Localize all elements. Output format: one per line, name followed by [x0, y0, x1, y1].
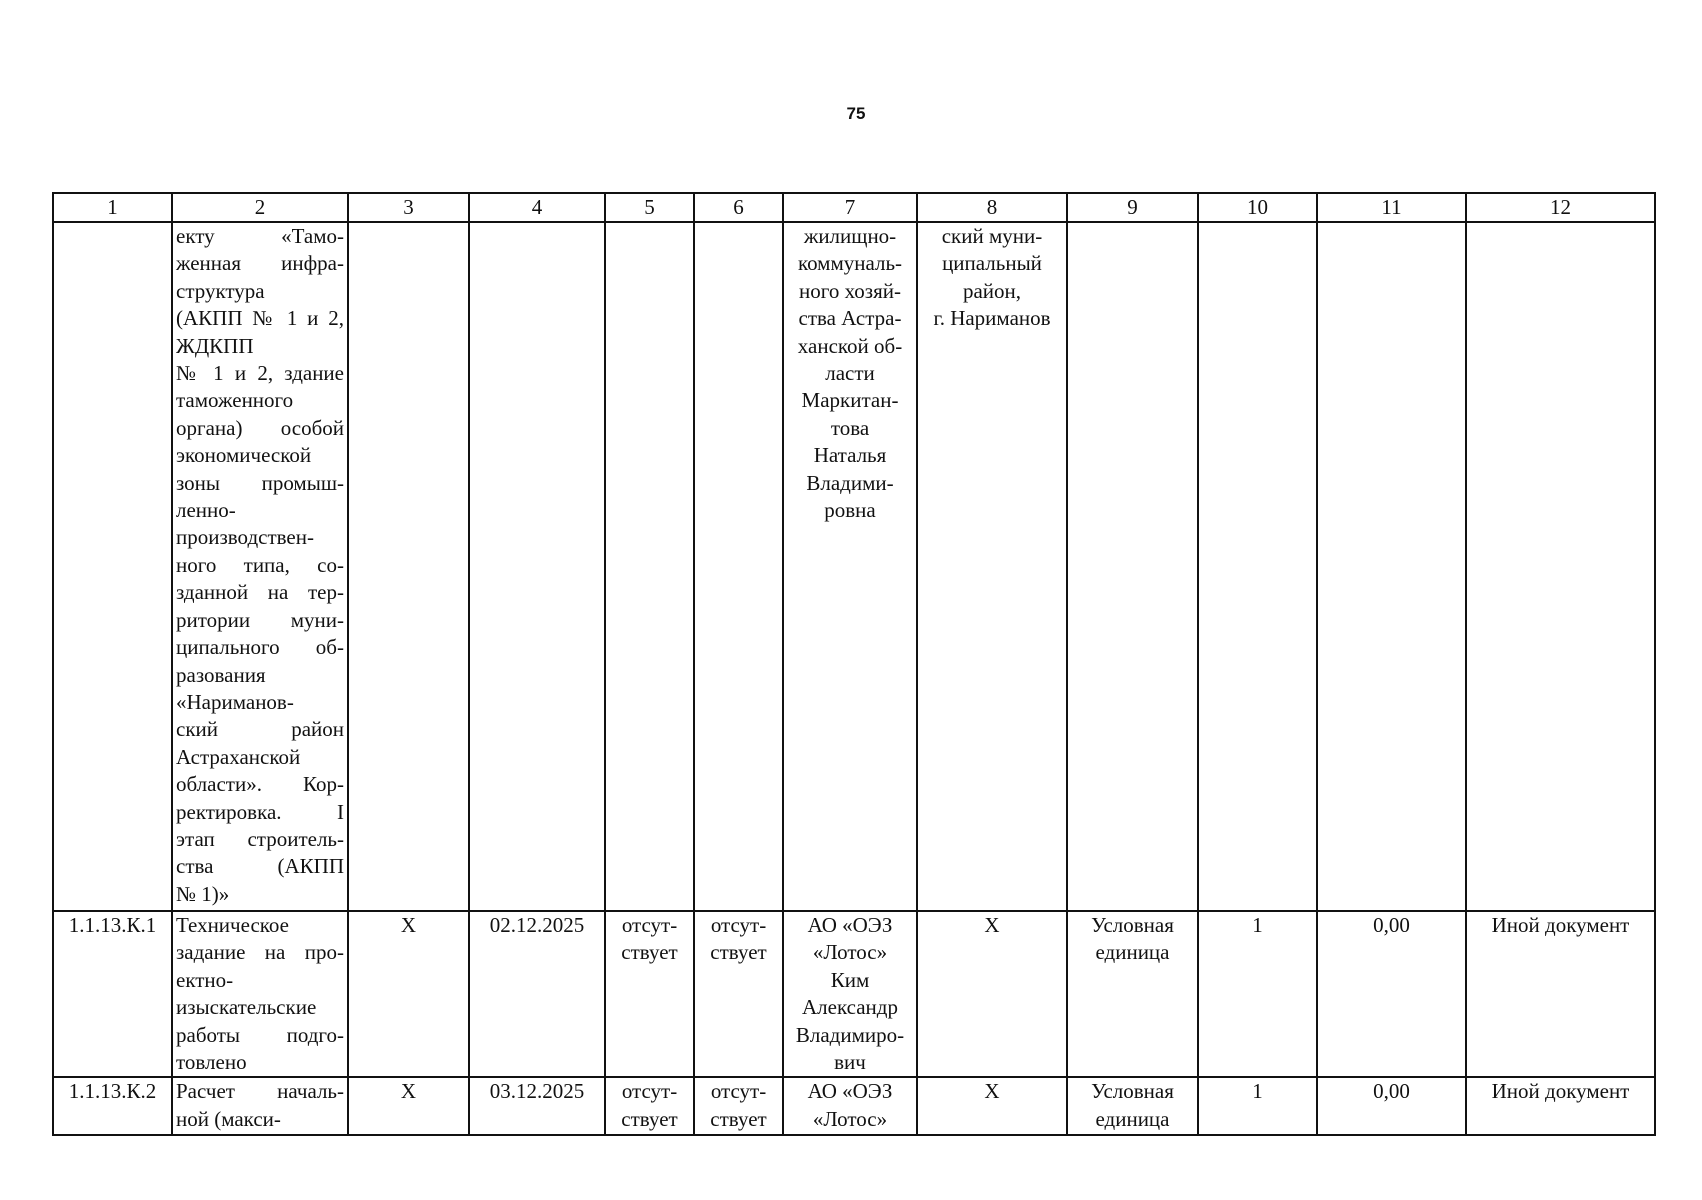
location-cell: X: [917, 911, 1067, 1077]
text-line: г. Нариманов: [933, 306, 1051, 331]
table-row: [53, 1077, 1655, 1135]
table-cell: [605, 222, 694, 911]
text-line: това: [830, 415, 870, 440]
table-cell: [605, 911, 694, 1077]
text-line: работы подго-: [176, 1022, 344, 1047]
text-line: ский район: [176, 717, 344, 742]
text-line: отсут-: [621, 913, 678, 937]
table-cell: [1466, 222, 1655, 911]
description-cell: [172, 1077, 348, 1135]
date-cell: 02.12.2025: [469, 911, 605, 1077]
column-header: 11: [1317, 193, 1466, 222]
text-line: ровна: [824, 498, 876, 523]
text-line: № 1)»: [176, 881, 230, 906]
column-header: 12: [1466, 193, 1655, 222]
amount-cell: 0,00: [1317, 911, 1466, 1077]
text-line: задание на про-: [176, 940, 344, 965]
text-line: ствует: [621, 1106, 678, 1131]
text-line: ного типа, со-: [176, 552, 344, 577]
table-cell: X: [348, 1077, 469, 1135]
document-type-cell: Иной документ: [1466, 911, 1655, 1077]
text-line: Маркитан-: [801, 388, 899, 413]
text-line: екту «Тамо-: [176, 224, 344, 248]
description-cell: [172, 911, 348, 1077]
text-line: ритории муни-: [176, 607, 344, 632]
text-line: ский муни-: [941, 224, 1043, 248]
text-line: Александр: [802, 995, 898, 1020]
responsible-cell: [783, 911, 917, 1077]
page-number: 75: [846, 104, 866, 123]
text-line: жилищно-: [803, 224, 897, 248]
text-line: этап строитель-: [176, 826, 344, 851]
text-line: изыскательские: [176, 995, 317, 1020]
location-cell: X: [917, 1077, 1067, 1135]
text-line: ЖДКПП: [176, 333, 254, 358]
table-cell: [469, 222, 605, 911]
text-line: коммуналь-: [797, 251, 903, 276]
amount-cell: 0,00: [1317, 1077, 1466, 1135]
text-line: ной (макси-: [176, 1106, 281, 1131]
text-line: разования: [176, 662, 266, 687]
column-header: 6: [694, 193, 783, 222]
quantity-cell: 1: [1198, 1077, 1317, 1135]
text-line: ленно-: [176, 498, 236, 523]
text-line: (АКПП № 1 и 2,: [176, 306, 344, 331]
text-line: единица: [1095, 1106, 1170, 1131]
column-header: 3: [348, 193, 469, 222]
text-line: отсут-: [621, 1079, 678, 1104]
text-line: № 1 и 2, здание: [176, 361, 344, 386]
text-line: ректировка. I: [176, 799, 344, 824]
location-cell: [917, 222, 1067, 911]
text-line: Расчет началь-: [176, 1079, 344, 1104]
table-cell: [694, 222, 783, 911]
row-code-cell: 1.1.13.К.1: [53, 911, 172, 1077]
column-header: 2: [172, 193, 348, 222]
text-line: ства (АКПП: [176, 854, 344, 879]
column-header: 4: [469, 193, 605, 222]
row-code-cell: 1.1.13.К.2: [53, 1077, 172, 1135]
table-cell: [694, 911, 783, 1077]
table-row: [53, 222, 1655, 911]
text-line: отсут-: [710, 913, 767, 937]
text-line: ханской об-: [797, 333, 903, 358]
column-header: 9: [1067, 193, 1198, 222]
text-line: единица: [1095, 940, 1170, 965]
text-line: вич: [834, 1050, 866, 1075]
document-table: [52, 192, 1656, 1136]
column-header: 1: [53, 193, 172, 222]
text-line: Условная: [1091, 913, 1174, 937]
text-line: «Лотос»: [812, 940, 888, 965]
column-header: 7: [783, 193, 917, 222]
column-header: 10: [1198, 193, 1317, 222]
text-line: женная инфра-: [176, 251, 344, 276]
table-cell: [1198, 222, 1317, 911]
text-line: производствен-: [176, 525, 314, 550]
description-cell: [172, 222, 348, 911]
text-line: области». Кор-: [176, 772, 344, 797]
table-cell: X: [348, 911, 469, 1077]
text-line: зоны промыш-: [176, 470, 344, 495]
text-line: органа) особой: [176, 415, 344, 440]
text-line: Владимиро-: [795, 1022, 905, 1047]
table-cell: [605, 1077, 694, 1135]
text-line: Астраханской: [176, 744, 301, 769]
table-cell: [1317, 222, 1466, 911]
text-line: зданной на тер-: [176, 580, 344, 605]
table-cell: [348, 222, 469, 911]
text-line: структура: [176, 278, 265, 303]
quantity-cell: 1: [1198, 911, 1317, 1077]
text-line: ствует: [710, 1106, 767, 1131]
document-type-cell: Иной документ: [1466, 1077, 1655, 1135]
text-line: «Нариманов-: [176, 689, 294, 714]
text-line: «Лотос»: [812, 1106, 888, 1131]
table-row: [53, 911, 1655, 1077]
text-line: район,: [962, 278, 1022, 303]
text-line: Условная: [1091, 1079, 1174, 1104]
text-line: Наталья: [813, 443, 887, 468]
text-line: ласти: [825, 361, 875, 386]
text-line: ного хозяй-: [799, 278, 901, 303]
date-cell: 03.12.2025: [469, 1077, 605, 1135]
table-cell: [1067, 222, 1198, 911]
column-header: 8: [917, 193, 1067, 222]
text-line: Владими-: [806, 470, 894, 495]
text-line: таможенного: [176, 388, 294, 413]
text-line: ствует: [621, 940, 678, 965]
unit-cell: [1067, 911, 1198, 1077]
text-line: ектно-: [176, 967, 234, 992]
text-line: ства Астра-: [798, 306, 902, 331]
text-line: Техническое: [176, 913, 289, 937]
text-line: ствует: [710, 940, 767, 965]
responsible-cell: [783, 222, 917, 911]
table-header-row: [53, 193, 1655, 222]
text-line: АО «ОЭЗ: [807, 913, 893, 937]
text-line: отсут-: [710, 1079, 767, 1104]
row-code-cell: [53, 222, 172, 911]
text-line: товлено: [176, 1050, 247, 1075]
unit-cell: [1067, 1077, 1198, 1135]
table-cell: [694, 1077, 783, 1135]
text-line: экономической: [176, 443, 312, 468]
text-line: ципальный: [942, 251, 1042, 276]
responsible-cell: [783, 1077, 917, 1135]
column-header: 5: [605, 193, 694, 222]
text-line: АО «ОЭЗ: [807, 1079, 893, 1104]
text-line: Ким: [830, 967, 870, 992]
text-line: ципального об-: [176, 635, 344, 660]
